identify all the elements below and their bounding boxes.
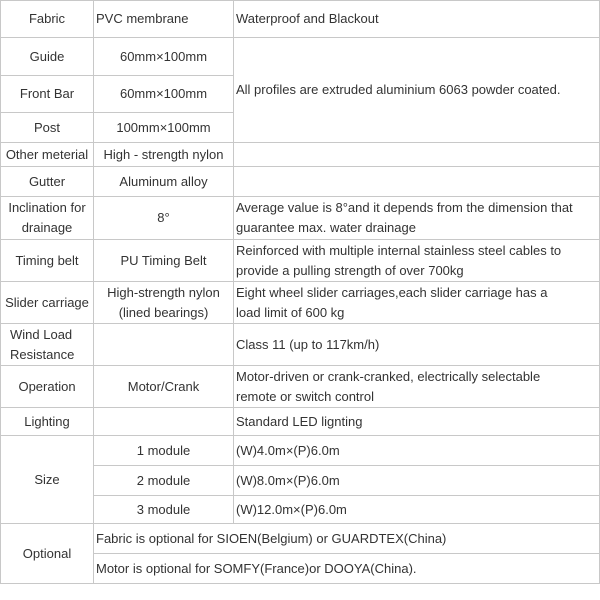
inclination-label — [1, 197, 94, 240]
operation-note-line1: Motor-driven or crank-cranked, electrically selectable — [236, 368, 541, 384]
optional-motor: Motor is optional for SOMFY(France)or DOOYA(China). — [94, 554, 600, 584]
row-slider-carriage — [1, 282, 600, 324]
optional-label: Optional — [1, 524, 94, 584]
wind-load-label-line1: Wind Load — [10, 326, 73, 342]
operation-note — [234, 366, 600, 408]
timing-belt-spec: PU Timing Belt — [94, 240, 234, 282]
wind-load-label — [1, 324, 94, 366]
row-wind-load — [1, 324, 600, 366]
operation-spec: Motor/Crank — [94, 366, 234, 408]
lighting-note: Standard LED lignting — [234, 408, 600, 436]
row-other-material — [1, 143, 600, 167]
slider-carriage-note-line2: load limit of 600 kg — [236, 304, 345, 320]
gutter-label: Gutter — [1, 167, 94, 197]
row-size-1 — [1, 436, 600, 466]
wind-load-note: Class 11 (up to 117km/h) — [234, 324, 600, 366]
size-dims-3: (W)12.0m×(P)6.0m — [234, 496, 600, 524]
gutter-note — [234, 167, 600, 197]
gutter-spec: Aluminum alloy — [94, 167, 234, 197]
timing-belt-note — [234, 240, 600, 282]
other-material-note — [234, 143, 600, 167]
row-optional-fabric — [1, 524, 600, 554]
other-material-spec: High - strength nylon — [94, 143, 234, 167]
post-label: Post — [1, 113, 94, 143]
row-fabric — [1, 1, 600, 38]
slider-carriage-note — [234, 282, 600, 324]
slider-carriage-spec-line2: (lined bearings) — [118, 304, 209, 320]
row-gutter — [1, 167, 600, 197]
inclination-note-line2: guarantee max. water drainage — [236, 220, 416, 235]
wind-load-spec — [94, 324, 234, 366]
post-spec: 100mm×100mm — [94, 113, 234, 143]
timing-belt-label: Timing belt — [1, 240, 94, 282]
front-bar-label: Front Bar — [1, 76, 94, 113]
guide-spec: 60mm×100mm — [94, 38, 234, 76]
row-guide — [1, 38, 600, 76]
slider-carriage-label: Slider carriage — [1, 282, 94, 324]
wind-load-label-line2: Resistance — [10, 346, 75, 362]
slider-carriage-spec-line1: High-strength nylon — [107, 284, 220, 300]
inclination-note-line1: Average value is 8°and it depends from the dimension that — [236, 200, 573, 215]
size-dims-2: (W)8.0m×(P)6.0m — [234, 466, 600, 496]
other-material-label: Other meterial — [1, 143, 94, 167]
timing-belt-note-line2: provide a pulling strength of over 700kg — [236, 262, 464, 278]
size-module-1: 1 module — [94, 436, 234, 466]
front-bar-spec: 60mm×100mm — [94, 76, 234, 113]
fabric-label: Fabric — [1, 1, 94, 38]
timing-belt-note-line1: Reinforced with multiple internal stainless steel cables to — [236, 242, 562, 258]
inclination-label-line1: Inclination for — [8, 200, 86, 215]
size-label: Size — [1, 436, 94, 524]
size-module-3: 3 module — [94, 496, 234, 524]
slider-carriage-note-line1: Eight wheel slider carriages,each slider carriage has a — [236, 284, 548, 300]
row-timing-belt — [1, 240, 600, 282]
lighting-spec — [94, 408, 234, 436]
inclination-note — [234, 197, 600, 240]
inclination-label-line2: drainage — [21, 220, 73, 235]
operation-note-line2: remote or switch control — [236, 388, 374, 404]
operation-label: Operation — [1, 366, 94, 408]
row-operation — [1, 366, 600, 408]
profiles-note: All profiles are extruded aluminium 6063 powder coated. — [234, 38, 600, 143]
slider-carriage-spec — [94, 282, 234, 324]
fabric-spec: PVC membrane — [94, 1, 234, 38]
fabric-note: Waterproof and Blackout — [234, 1, 600, 38]
row-lighting — [1, 408, 600, 436]
guide-label: Guide — [1, 38, 94, 76]
size-module-2: 2 module — [94, 466, 234, 496]
row-inclination — [1, 197, 600, 240]
lighting-label: Lighting — [1, 408, 94, 436]
optional-fabric: Fabric is optional for SIOEN(Belgium) or GUARDTEX(China) — [94, 524, 600, 554]
size-dims-1: (W)4.0m×(P)6.0m — [234, 436, 600, 466]
inclination-spec: 8° — [94, 197, 234, 240]
